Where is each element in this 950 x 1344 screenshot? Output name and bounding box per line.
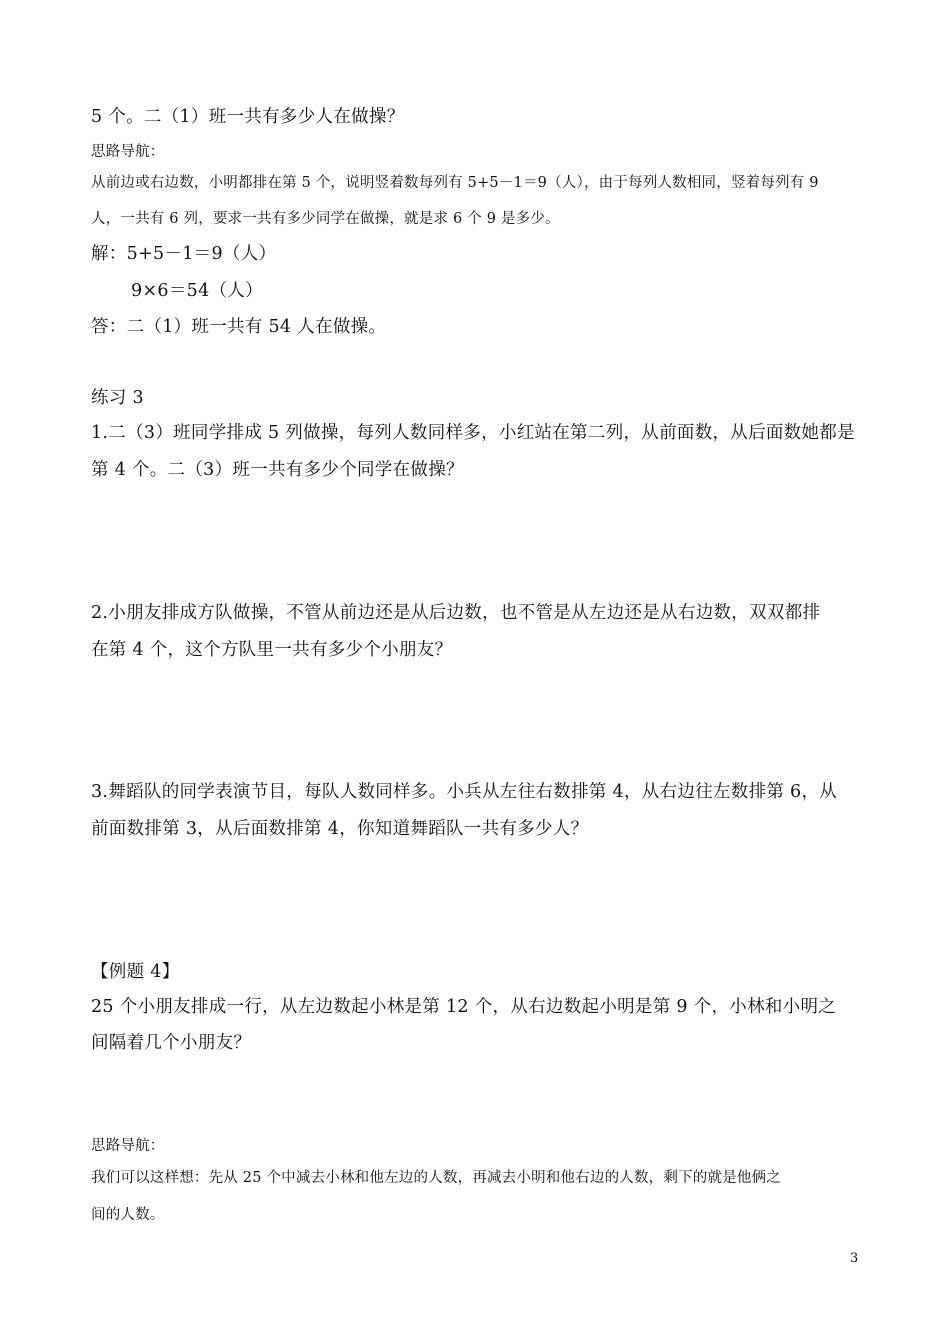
solution-line: 解：5+5－1＝9（人） (91, 244, 277, 264)
question-2-line: 2.小朋友排成方队做操，不管从前边还是从后边数，也不管是从左边还是从右边数，双双都排 (91, 603, 821, 623)
question-1-line: 1.二（3）班同学排成 5 列做操，每列人数同样多，小红站在第二列，从前面数，从后面数她都是 (91, 423, 855, 443)
continuation-text: 5 个。二（1）班一共有多少人在做操？ (91, 107, 405, 127)
hint-line: 我们可以这样想：先从 25 个中减去小林和他左边的人数，再减去小明和他右边的人数，剩下的就是他俩之 (91, 1170, 781, 1186)
question-1-line: 第 4 个。二（3）班一共有多少个同学在做操？ (91, 460, 464, 480)
practice-title: 练习 3 (91, 388, 144, 408)
hint-line: 人，一共有 6 列，要求一共有多少同学在做操，就是求 6 个 9 是多少。 (91, 211, 560, 227)
solution-line: 9×6＝54（人） (131, 281, 263, 301)
hint-line: 间的人数。 (91, 1207, 165, 1223)
hint-title: 思路导航： (91, 1138, 165, 1154)
example-line: 间隔着几个小朋友？ (91, 1033, 252, 1053)
hint-title: 思路导航： (91, 144, 165, 160)
example-line: 25 个小朋友排成一行，从左边数起小林是第 12 个，从右边数起小明是第 9 个，小林和小明之 (91, 997, 837, 1017)
page-number: 3 (850, 1251, 859, 1266)
example-title: 【例题 4】 (91, 962, 180, 982)
hint-line: 从前边或右边数，小明都排在第 5 个，说明竖着数每列有 5+5－1＝9（人），由于每列人数相同，竖着每列有 9 (91, 175, 819, 191)
question-3-line: 前面数排第 3，从后面数排第 4，你知道舞蹈队一共有多少人？ (91, 819, 589, 839)
answer-line: 答：二（1）班一共有 54 人在做操。 (91, 317, 387, 337)
question-2-line: 在第 4 个，这个方队里一共有多少个小朋友？ (91, 640, 453, 660)
question-3-line: 3.舞蹈队的同学表演节目，每队人数同样多。小兵从左往右数排第 4，从右边往左数排第 6，从 (91, 782, 838, 802)
